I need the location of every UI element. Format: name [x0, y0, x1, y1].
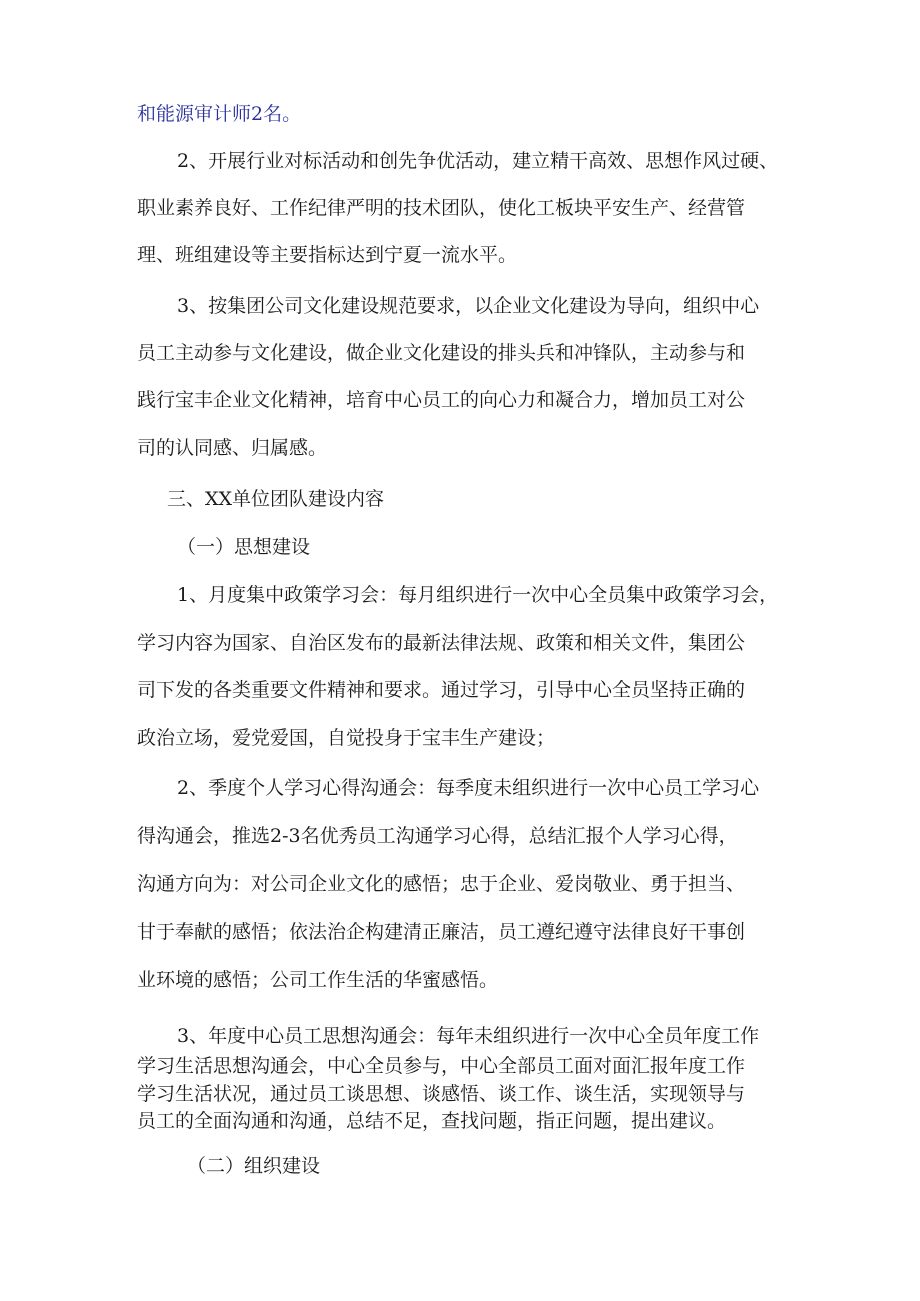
paragraph-line: 3、年度中心员工思想沟通会：每年未组织进行一次中心全员年度工作: [177, 1025, 760, 1047]
paragraph-line: 和能源审计师2名。: [137, 103, 302, 125]
paragraph-line: 1、月度集中政策学习会：每月组织进行一次中心全员集中政策学习会，: [177, 584, 779, 606]
subsection-heading: （二）组织建设: [187, 1155, 321, 1177]
paragraph-line: 学习生活思想沟通会，中心全员参与，中心全部员工面对面汇报年度工作: [137, 1055, 746, 1077]
paragraph-line: 业环境的感悟；公司工作生活的华蜜感悟。: [137, 969, 499, 991]
paragraph-line: 践行宝丰企业文化精神，培育中心员工的向心力和凝合力，增加员工对公: [137, 389, 746, 411]
paragraph-line: 沟通方向为：对公司企业文化的感悟；忠于企业、爱岗敬业、勇于担当、: [137, 873, 746, 895]
paragraph-line: 政治立场，爱党爱国，自觉投身于宝丰生产建设；: [137, 727, 556, 749]
section-heading: 三、XX单位团队建设内容: [167, 488, 385, 510]
paragraph-line: 得沟通会，推选2-3名优秀员工沟通学习心得，总结汇报个人学习心得，: [137, 825, 738, 847]
paragraph-line: 2、开展行业对标活动和创先争优活动，建立精干高效、思想作风过硬、: [177, 150, 779, 172]
paragraph-line: 司下发的各类重要文件精神和要求。通过学习，引导中心全员坚持正确的: [137, 679, 746, 701]
paragraph-line: 甘于奉献的感悟；依法治企构建清正廉洁，员工遵纪遵守法律良好干事创: [137, 921, 746, 943]
paragraph-line: 员工主动参与文化建设，做企业文化建设的排头兵和冲锋队，主动参与和: [137, 342, 746, 364]
subsection-heading: （一）思想建设: [177, 536, 311, 558]
paragraph-line: 2、季度个人学习心得沟通会：每季度未组织进行一次中心员工学习心: [177, 777, 760, 799]
paragraph-line: 学习内容为国家、自治区发布的最新法律法规、政策和相关文件，集团公: [137, 632, 746, 654]
paragraph-line: 员工的全面沟通和沟通，总结不足，查找问题，指正问题，提出建议。: [137, 1110, 727, 1132]
paragraph-line: 职业素养良好、工作纪律严明的技术团队，使化工板块平安生产、经营管: [137, 197, 746, 219]
paragraph-line: 3、按集团公司文化建设规范要求，以企业文化建设为导向，组织中心: [177, 295, 760, 317]
paragraph-line: 理、班组建设等主要指标达到宁夏一流水平。: [137, 244, 518, 266]
paragraph-line: 学习生活状况，通过员工谈思想、谈感悟、谈工作、谈生活，实现领导与: [137, 1083, 746, 1105]
paragraph-line: 司的认同感、归属感。: [137, 437, 328, 459]
